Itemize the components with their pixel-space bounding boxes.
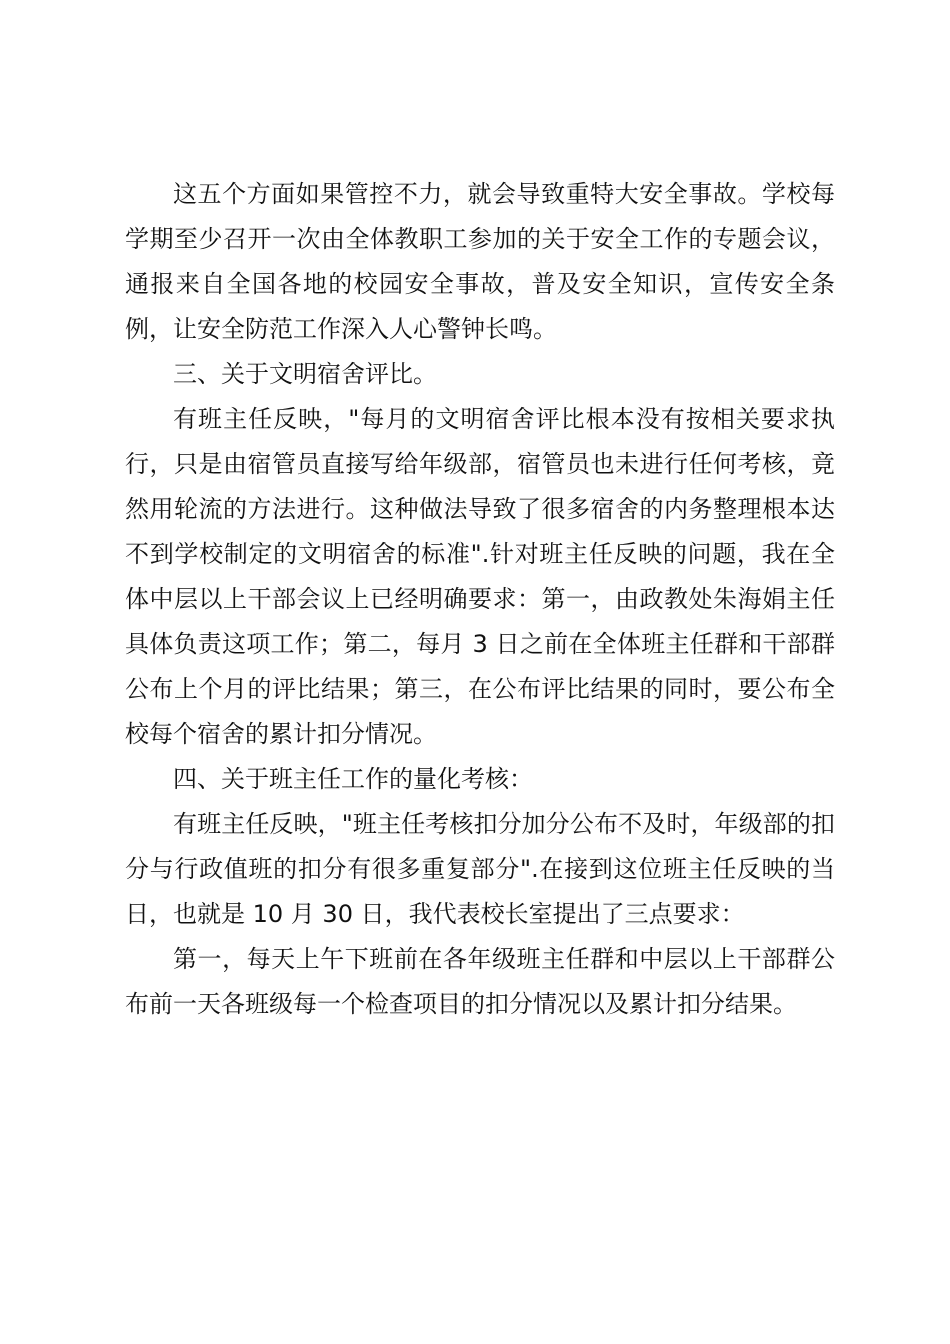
paragraph-safety-meeting: 这五个方面如果管控不力，就会导致重特大安全事故。学校每学期至少召开一次由全体教职工参加的关于安全工作的专题会议，通报来自全国各地的校园安全事故，普及安全知识，宣传安全条例，让安全防范工作深入人心警钟长鸣。 <box>125 180 835 343</box>
paragraph-first-requirement: 第一，每天上午下班前在各年级班主任群和中层以上干部群公布前一天各班级每一个检查项目的扣分情况以及累计扣分结果。 <box>125 945 835 1018</box>
paragraph-assessment-feedback: 有班主任反映，"班主任考核扣分加分公布不及时，年级部的扣分与行政值班的扣分有很多重复部分".在接到这位班主任反映的当日，也就是 10 月 30 日，我代表校长室提出了三点要求： <box>125 810 835 928</box>
paragraph-dormitory-feedback: 有班主任反映，"每月的文明宿舍评比根本没有按相关要求执行，只是由宿管员直接写给年级部，宿管员也未进行任何考核，竟然用轮流的方法进行。这种做法导致了很多宿舍的内务整理根本达不到学校制定的文明宿舍的标准".针对班主任反映的问题，我在全体中层以上干部会议上已经明确要求：第一，由政教处朱海娟主任具体负责这项工作；第二，每月 3 日之前在全体班主任群和干部群公布上个月的评比结果；第三，在公布评比结果的同时，要公布全校每个宿舍的累计扣分情况。 <box>125 405 835 748</box>
document-body <box>125 172 835 1027</box>
heading-dormitory-evaluation: 三、关于文明宿舍评比。 <box>173 360 437 388</box>
heading-teacher-assessment: 四、关于班主任工作的量化考核： <box>173 765 533 793</box>
